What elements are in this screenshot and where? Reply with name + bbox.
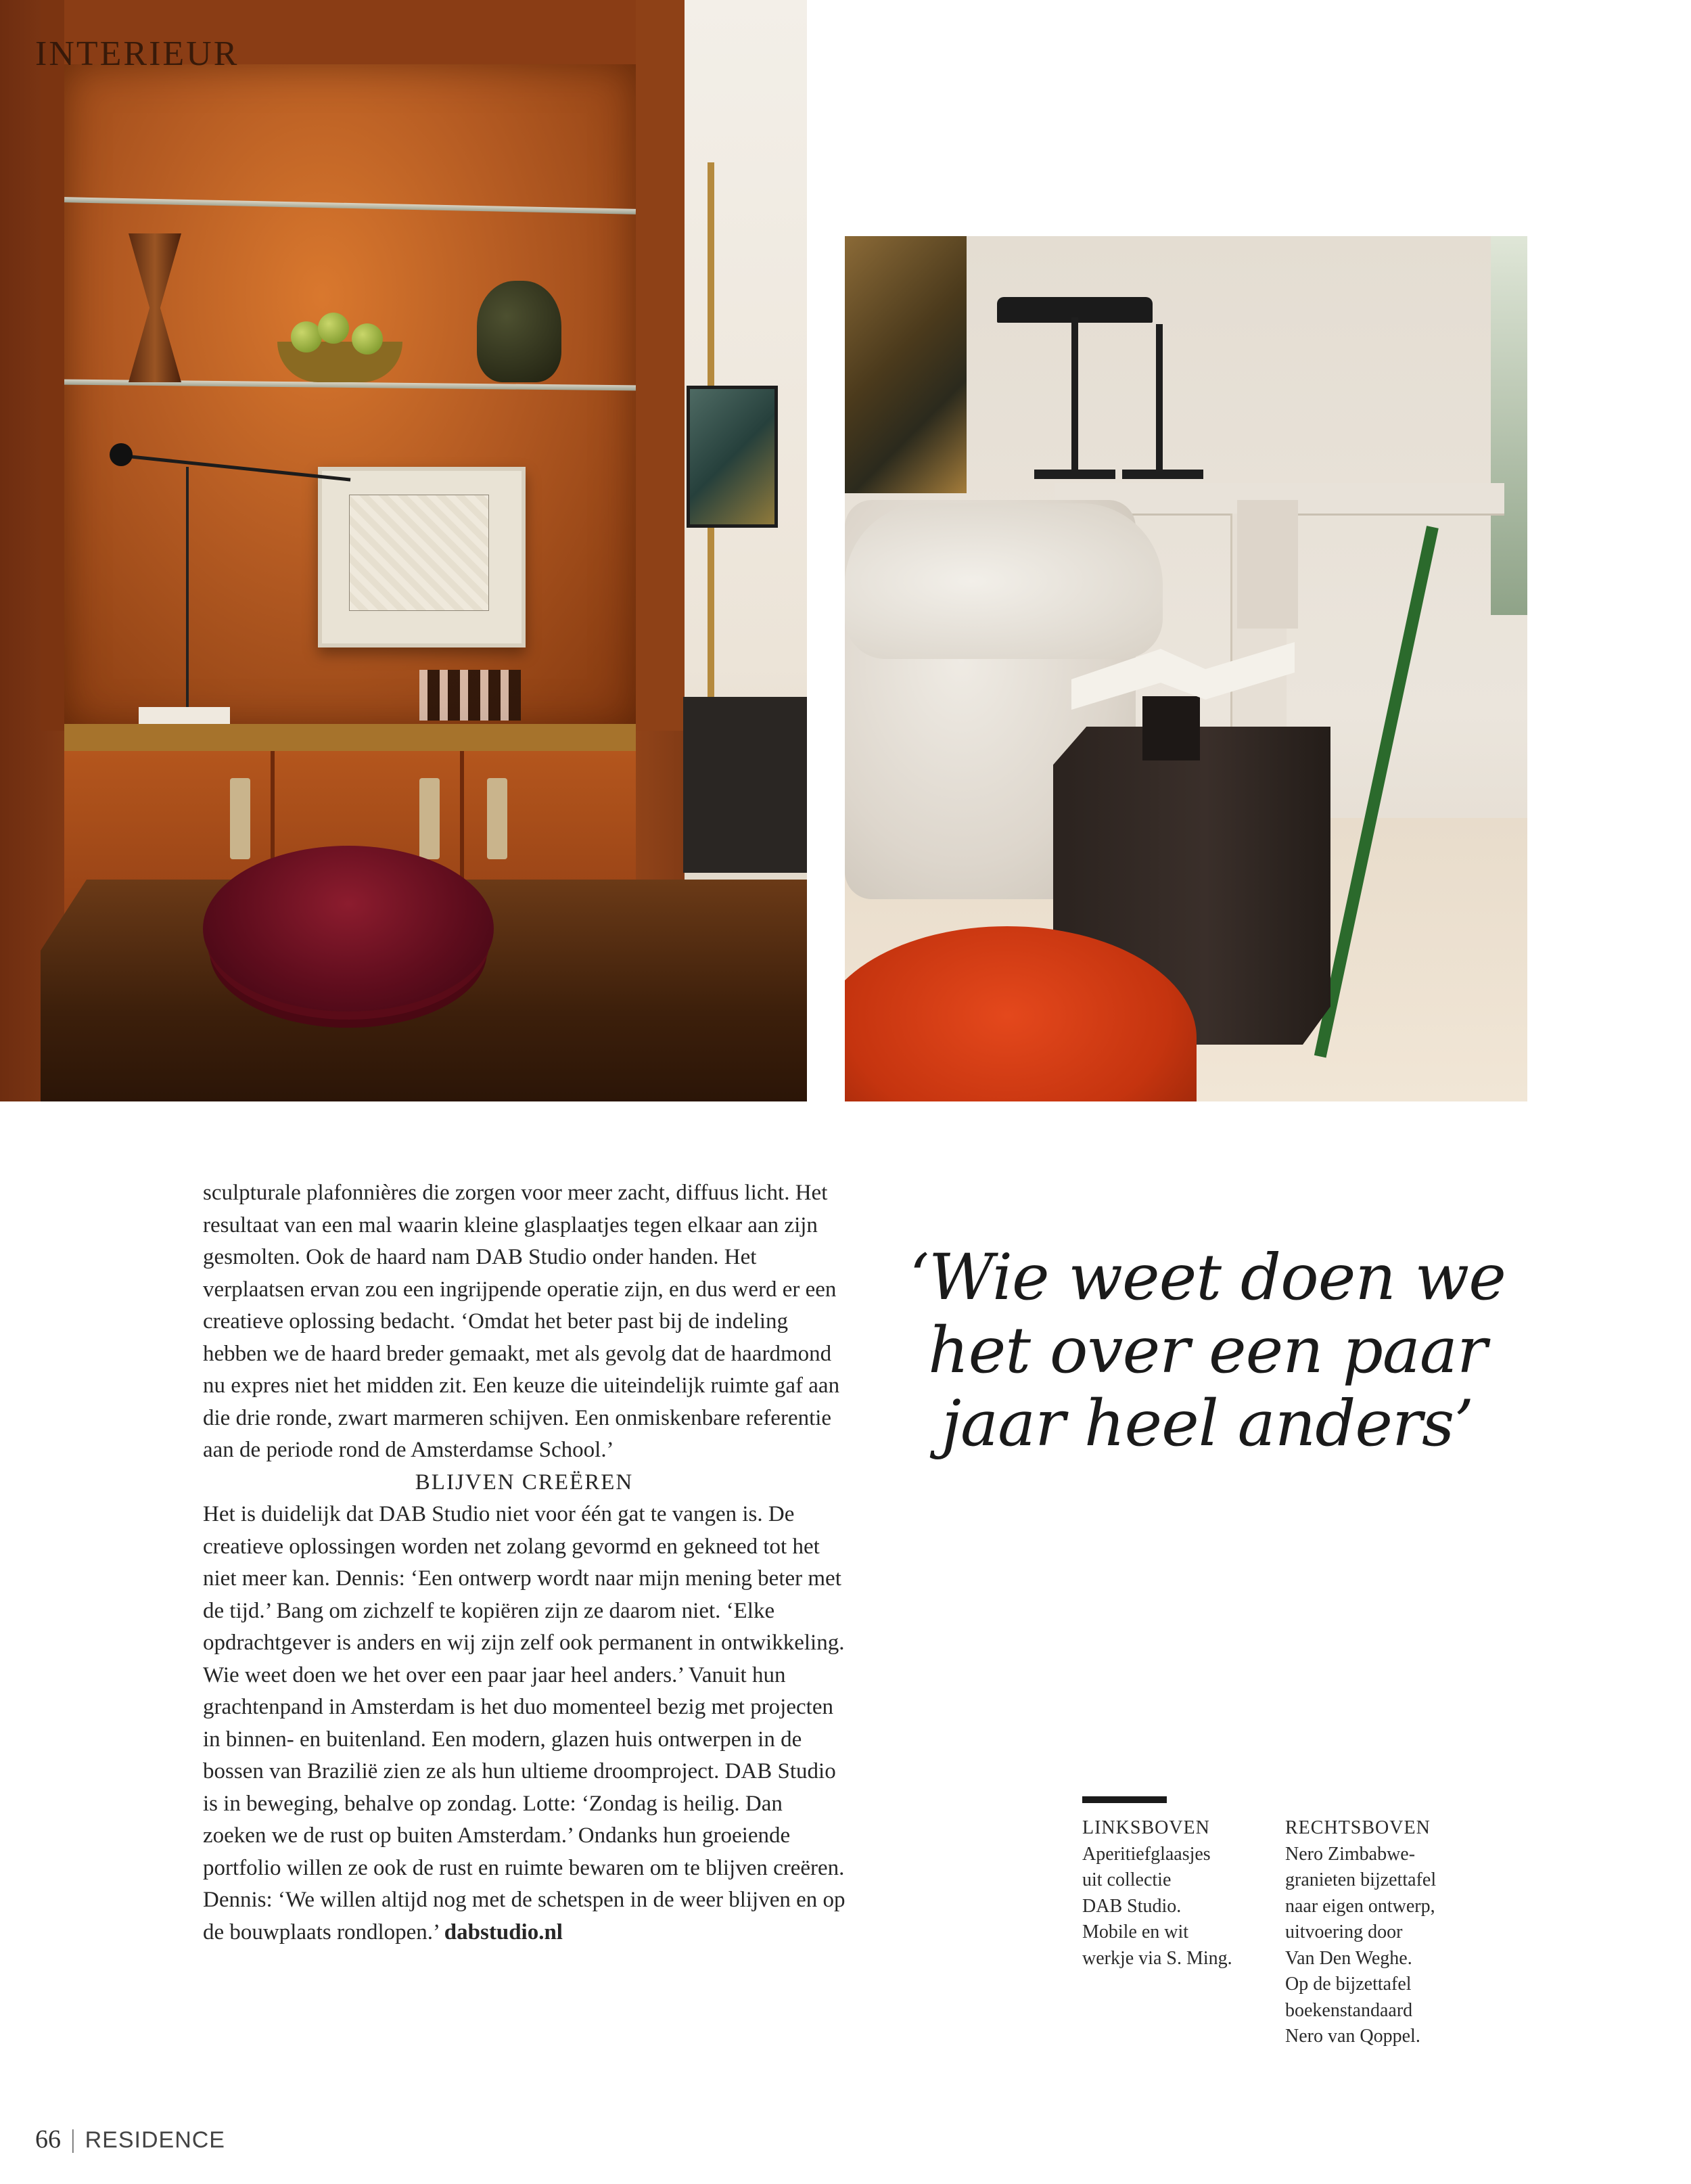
lamp-foot [1034, 470, 1115, 479]
artwork-drawing [349, 495, 489, 611]
article-subheading: BLIJVEN CREËREN [415, 1470, 634, 1495]
mobile-stem [186, 467, 189, 717]
dining-chair [683, 697, 807, 873]
sofa-back [845, 503, 1163, 659]
publication-name: RESIDENCE [85, 2127, 225, 2153]
cabinet-counter [64, 724, 636, 751]
article-paragraph: sculpturale plafonnières die zorgen voor meer zacht, diffuus licht. Het resultaat van een mal waarin kleine glasplaatjes tegen elkaar aan zijn gesmolten. Ook de haard nam DAB Studio onder handen. Het verplaatsen ervan zou een ingrijpende operatie zijn, en dus werd er een creatieve oplossing bedacht. ‘Omdat het beter past bij de indeling hebben we de haard breder gemaakt, met als gevolg dat de haardmond nu expres niet het midden zit. Een keuze die uiteindelijk ruimte gaf aan die drie ronde, zwart marmeren schijven. Een onmiskenbare referentie aan de periode rond de Amsterdamse School.’ [203, 1181, 840, 1462]
article-paragraph-text: Het is duidelijk dat DAB Studio niet voor één gat te vangen is. De creatieve oplossingen worden net zolang gevormd en gekneed tot het niet meer kan. Dennis: ‘Een ontwerp wordt naar mijn mening beter met de tijd.’ Bang om zichzelf te kopiëren zijn ze daarom niet. ‘Elke opdrachtgever is anders en wij zijn zelf ook permanent in ontwikkeling. Wie weet doen we het over een paar jaar heel anders.’ Vanuit hun grachtenpand in Amsterdam is het duo momenteel bezig met projecten in binnen- en buitenland. Een modern, glazen huis ontwerpen in de bossen van Brazilië zien ze als hun ultieme droomproject. DAB Studio is in beweging, behalve op zondag. Lotte: ‘Zondag is heilig. Dan zoeken we de rust op buiten Amsterdam.’ Ondanks hun groeiende portfolio willen ze ook de rust en ruimte bewaren om te blijven creëren. Dennis: ‘We willen altijd nog met de schetspen in de weer blijven en op de bouwplaats rondlopen.’ [203, 1502, 846, 1944]
caption-line: naar eigen ontwerp, [1285, 1895, 1435, 1917]
article-paragraph [203, 1499, 846, 1949]
page-number: 66 [35, 2125, 61, 2154]
photo-living-room [845, 236, 1527, 1101]
caption-line: uitvoering door [1285, 1921, 1403, 1942]
website-link[interactable]: dabstudio.nl [444, 1919, 563, 1944]
pull-quote-line: het over een paar [928, 1314, 1487, 1388]
caption-title: RECHTSBOVEN [1285, 1817, 1431, 1838]
aperitif-glasses [419, 670, 521, 721]
door-handle [487, 778, 507, 859]
caption-left [1082, 1815, 1272, 1972]
wall-painting [687, 386, 778, 528]
page-footer [35, 2124, 225, 2154]
caption-right [1285, 1815, 1502, 2050]
article-body [203, 1177, 846, 1949]
caption-title: LINKSBOVEN [1082, 1817, 1210, 1838]
pull-quote [893, 1242, 1522, 1461]
caption-line: granieten bijzettafel [1285, 1869, 1437, 1890]
lamp-foot [1122, 470, 1203, 479]
pull-quote-line: ‘Wie weet doen we [909, 1241, 1506, 1315]
caption-line: DAB Studio. [1082, 1895, 1182, 1917]
caption-line: Nero Zimbabwe- [1285, 1843, 1416, 1865]
console-shelf [1237, 500, 1298, 629]
fruit [318, 313, 349, 344]
photo-cabinet [0, 0, 807, 1101]
caption-line: Mobile en wit [1082, 1921, 1189, 1942]
caption-line: Nero van Qoppel. [1285, 2026, 1420, 2047]
cabinet-frame-left [41, 0, 64, 731]
fruit [352, 323, 383, 355]
lamp-stem [1156, 324, 1163, 476]
pull-quote-line: jaar heel anders’ [941, 1387, 1474, 1461]
door-handle [419, 778, 440, 859]
caption-line: Op de bijzettafel [1285, 1974, 1412, 1995]
section-label: INTERIEUR [35, 35, 239, 73]
door-handle [230, 778, 250, 859]
cabinet-frame-right [636, 0, 685, 731]
ceramic-jar [477, 281, 561, 382]
mobile-weight [110, 443, 133, 466]
caption-line: uit collectie [1082, 1869, 1172, 1890]
caption-line: Van Den Weghe. [1285, 1947, 1412, 1969]
caption-rule [1082, 1796, 1167, 1803]
footer-separator: | [70, 2125, 76, 2154]
caption-line: boekenstandaard [1285, 1999, 1413, 2021]
fruit [291, 321, 322, 352]
wall-painting [845, 236, 967, 493]
red-plates [203, 846, 494, 1011]
lamp-stem [1071, 317, 1078, 476]
bookstand [1142, 696, 1200, 760]
framed-artwork [318, 467, 526, 647]
caption-line: Aperitiefglaasjes [1082, 1843, 1211, 1865]
caption-line: werkje via S. Ming. [1082, 1947, 1232, 1969]
window [1491, 236, 1527, 615]
